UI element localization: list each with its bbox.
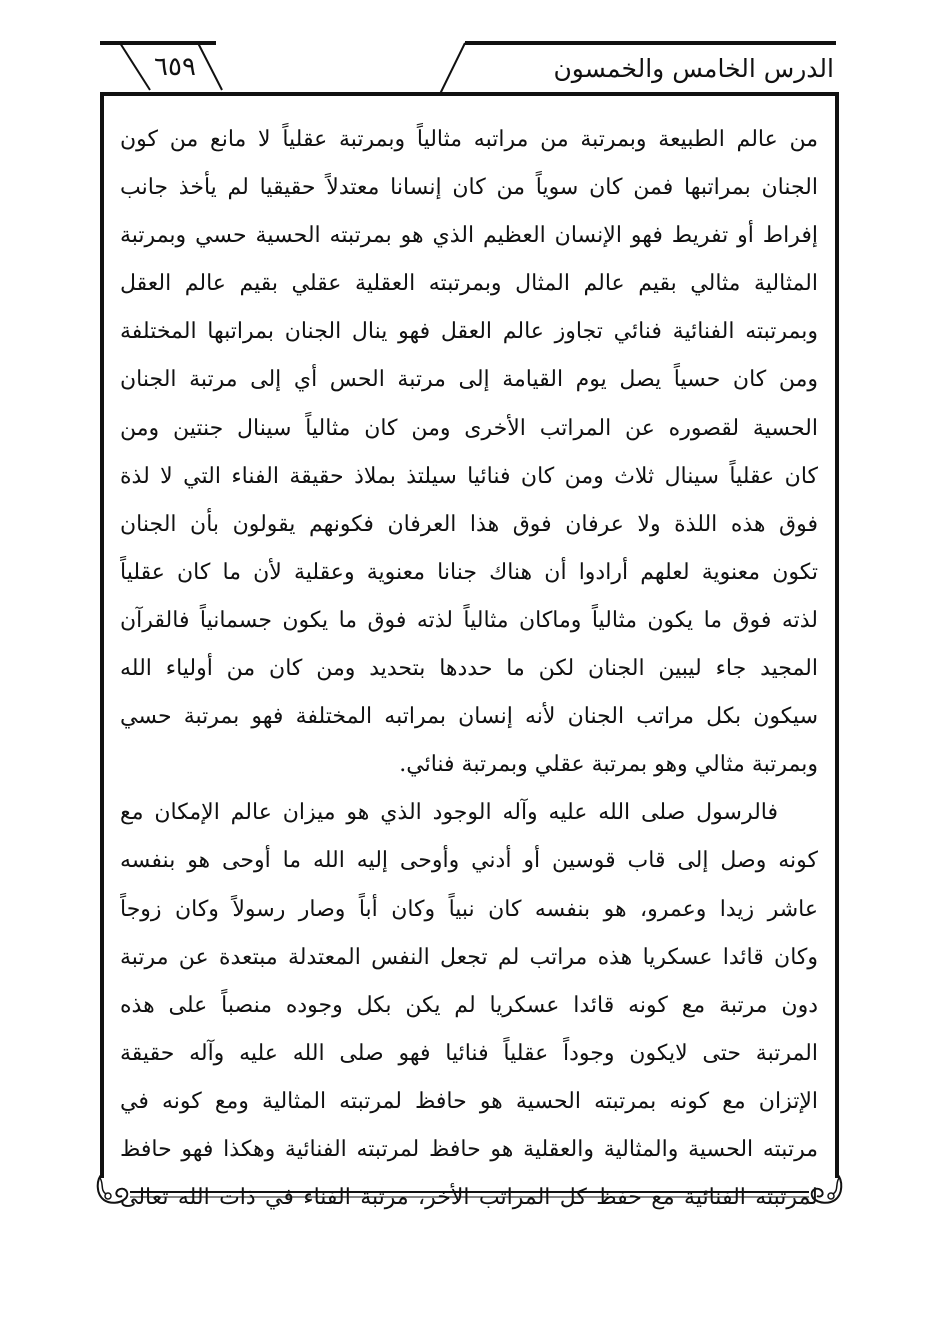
- text-line: المثالية مثالي بقيم عالم المثال وبمرتبته العقلية عقلي بقيم عالم العقل: [120, 271, 818, 297]
- text-line: إفراط أو تفريط فهو الإنسان العظيم الذي هو بمرتبته الحسية حسي وبمرتبة: [120, 223, 818, 249]
- text-line: الجنان بمراتبها فمن كان سوياً من كان إنسانا معتدلاً حقيقيا لم يأخذ جانب: [120, 175, 818, 201]
- text-line: وبمرتبته الفنائية فنائي تجاوز عالم العقل فهو ينال الجنان بمراتبها المختلفة: [120, 319, 818, 345]
- text-line: عاشر زيدا وعمرو، هو بنفسه كان نبياً وكان أباً وصار رسولاً وكان زوجاً: [120, 896, 818, 922]
- text-line: ومن كان حسياً يصل يوم القيامة إلى مرتبة الحس أي إلى مرتبة الجنان: [120, 367, 818, 393]
- text-line: كونه وصل إلى قاب قوسين أو أدني وأوحى إليه الله ما أوحى هو بنفسه: [120, 848, 818, 874]
- text-line: دون مرتبة مع كونه قائدا عسكريا لم يكن بكل وجوده منصباً على هذه: [120, 992, 818, 1018]
- page-header: [0, 0, 939, 100]
- text-line: المجيد جاء ليبين الجنان لكن ما حددها بتحديد ومن كان من أولياء الله: [120, 656, 818, 682]
- text-line: تكون معنوية لعلهم أرادوا أن هناك جنانا معنوية وعقلية لأن ما كان عقلياً: [120, 559, 818, 585]
- paragraph-start-line: فالرسول صلى الله عليه وآله الوجود الذي هو ميزان عالم الإمكان مع: [120, 800, 778, 826]
- text-line: وكان قائدا عسكريا هذه مراتب لم تجعل النفس المعتدلة مبتعدة عن مرتبة: [120, 944, 818, 970]
- text-line: لمرتبته الفنائية مع حفظ كل المراتب الأخر، مرتبة الفناء في ذات الله تعالى: [120, 1185, 818, 1211]
- chapter-title: الدرس الخامس والخمسون: [553, 54, 834, 83]
- body-text: [120, 116, 818, 1222]
- text-line: الحسية لقصوره عن المراتب الأخرى ومن كان مثالياً سينال جنتين ومن: [120, 415, 818, 441]
- text-line: فوق هذه اللذة ولا عرفان فوق هذا العرفان فكونهم يقولون بأن الجنان: [120, 511, 818, 537]
- text-line: لذته فوق ما يكون مثالياً وماكان مثالياً لذته فوق ما يكون جسمانياً فالقرآن: [120, 607, 818, 633]
- paragraph-end-line: وبمرتبة مثالي وهو بمرتبة عقلي وبمرتبة فنائي.: [399, 752, 818, 778]
- text-line: كان عقلياً سينال ثلاث ومن كان فنائيا سيلتذ بملاذ حقيقة الفناء التي لا لذة: [120, 463, 818, 489]
- text-line: المرتبة حتى لايكون وجوداً عقلياً فنائيا فهو صلى الله عليه وآله حقيقة: [120, 1040, 818, 1066]
- text-line: الإتزان مع كونه بمرتبته الحسية هو حافظ لمرتبته المثالية ومع كونه في: [120, 1088, 818, 1114]
- page-number: ٦٥٩: [154, 52, 196, 82]
- text-line: من عالم الطبيعة وبمرتبة من مراتبه مثالياً وبمرتبة عقلياً لا مانع من كون: [120, 127, 818, 152]
- text-line: سيكون بكل مراتب الجنان لأنه إنسان بمراتبه المختلفة فهو بمرتبة حسي: [120, 704, 818, 730]
- text-line: مرتبته الحسية والمثالية والعقلية هو حافظ لمرتبته الفنائية وهكذا فهو حافظ: [120, 1136, 818, 1162]
